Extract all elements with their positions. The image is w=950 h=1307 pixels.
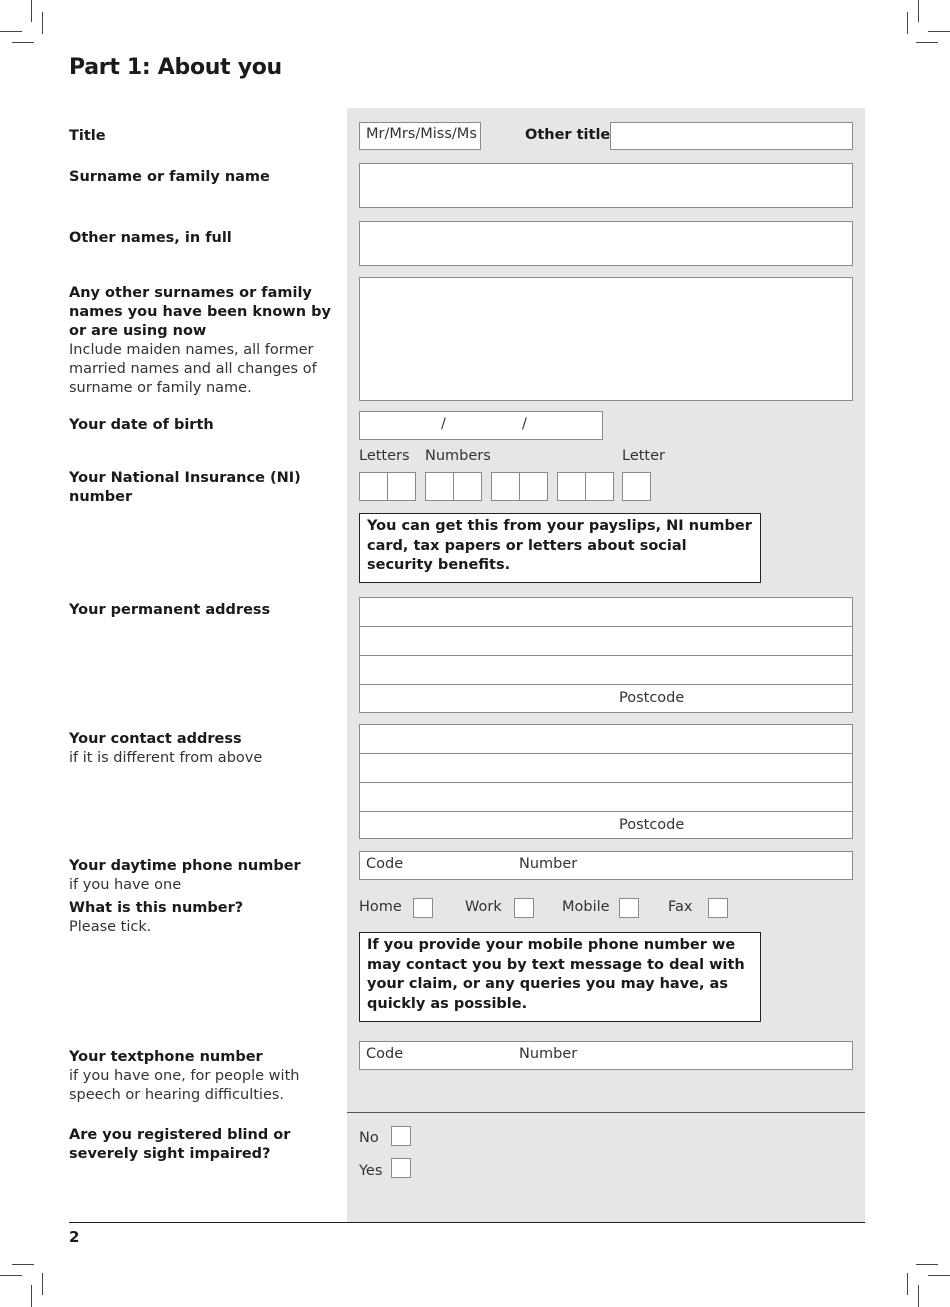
- ni-final-letter-cell[interactable]: [622, 472, 651, 501]
- mobile-checkbox[interactable]: [619, 898, 639, 918]
- contact-address-line-1[interactable]: [359, 724, 853, 754]
- other-title-field[interactable]: [610, 122, 853, 150]
- blind-no-label: No: [359, 1130, 379, 1146]
- crop-mark: [0, 31, 22, 32]
- other-surnames-label: Any other surnames or family names you have been known by or are using now Include maiden names, all former married names and all changes of surname or family name.: [69, 284, 334, 398]
- dob-separator: /: [522, 416, 527, 432]
- home-option-label: Home: [359, 899, 402, 915]
- permanent-address-line-1[interactable]: [359, 597, 853, 627]
- contact-postcode-label: Postcode: [619, 817, 685, 833]
- ni-number-cell[interactable]: [425, 472, 454, 501]
- textphone-hint: if you have one, for people with speech or hearing difficulties.: [69, 1068, 300, 1103]
- crop-mark: [31, 1285, 32, 1307]
- mobile-info-note: If you provide your mobile phone number we may contact you by text message to deal with your claim, or any queries you may have, as quickly as possible.: [359, 932, 761, 1022]
- other-names-field[interactable]: [359, 221, 853, 266]
- other-title-label: Other title: [525, 127, 611, 143]
- contact-address-label: Your contact address if it is different from above: [69, 730, 334, 768]
- crop-mark: [12, 1264, 34, 1265]
- contact-address-hint: if it is different from above: [69, 750, 263, 766]
- home-checkbox[interactable]: [413, 898, 433, 918]
- other-surnames-field[interactable]: [359, 277, 853, 401]
- surname-label: Surname or family name: [69, 169, 270, 185]
- daytime-phone-field[interactable]: [359, 851, 853, 880]
- permanent-address-label: Your permanent address: [69, 602, 271, 618]
- crop-mark: [31, 0, 32, 22]
- contact-address-line-3[interactable]: [359, 782, 853, 812]
- crop-mark: [12, 42, 34, 43]
- permanent-postcode-label: Postcode: [619, 690, 685, 706]
- ni-info-note: You can get this from your payslips, NI number card, tax papers or letters about social security benefits.: [359, 513, 761, 583]
- blind-yes-checkbox[interactable]: [391, 1158, 411, 1178]
- fax-checkbox[interactable]: [708, 898, 728, 918]
- crop-mark: [918, 1285, 919, 1307]
- crop-mark: [918, 0, 919, 22]
- blind-label: Are you registered blind or severely sight impaired?: [69, 1127, 291, 1162]
- crop-mark: [928, 1275, 950, 1276]
- ni-letter-cell[interactable]: [387, 472, 416, 501]
- ni-number-cell[interactable]: [519, 472, 548, 501]
- ni-number-cell[interactable]: [491, 472, 520, 501]
- daytime-phone-label: Your daytime phone number if you have one: [69, 857, 334, 895]
- blind-no-checkbox[interactable]: [391, 1126, 411, 1146]
- textphone-number-label: Number: [519, 1046, 578, 1062]
- crop-mark: [907, 12, 908, 34]
- ni-letter-heading: Letter: [622, 448, 665, 464]
- title-label: Title: [69, 128, 106, 144]
- number-type-label: What is this number? Please tick.: [69, 899, 334, 937]
- surname-field[interactable]: [359, 163, 853, 208]
- ni-numbers-heading: Numbers: [425, 448, 491, 464]
- number-type-hint: Please tick.: [69, 919, 152, 935]
- daytime-phone-hint: if you have one: [69, 877, 182, 893]
- blind-yes-label: Yes: [359, 1163, 383, 1179]
- crop-mark: [916, 42, 938, 43]
- other-names-label: Other names, in full: [69, 230, 232, 246]
- fax-option-label: Fax: [668, 899, 693, 915]
- footer-rule: [69, 1222, 865, 1223]
- crop-mark: [916, 1264, 938, 1265]
- daytime-phone-code-label: Code: [366, 856, 404, 872]
- ni-letter-cell[interactable]: [359, 472, 388, 501]
- textphone-label: Your textphone number if you have one, for people with speech or hearing difficulties.: [69, 1048, 334, 1105]
- crop-mark: [42, 12, 43, 34]
- page-title: Part 1: About you: [69, 55, 282, 80]
- crop-mark: [928, 31, 950, 32]
- ni-number-cell[interactable]: [557, 472, 586, 501]
- contact-address-line-4[interactable]: [359, 811, 853, 839]
- daytime-phone-number-label: Number: [519, 856, 578, 872]
- textphone-field[interactable]: [359, 1041, 853, 1070]
- dob-label: Your date of birth: [69, 417, 214, 433]
- mobile-option-label: Mobile: [562, 899, 610, 915]
- crop-mark: [0, 1275, 22, 1276]
- crop-mark: [42, 1273, 43, 1295]
- panel-divider: [347, 1112, 865, 1113]
- ni-number-cell[interactable]: [585, 472, 614, 501]
- title-options-text: Mr/Mrs/Miss/Ms: [366, 126, 477, 142]
- permanent-address-line-4[interactable]: [359, 684, 853, 713]
- ni-label: Your National Insurance (NI) number: [69, 470, 301, 505]
- title-field[interactable]: [359, 122, 481, 150]
- ni-letters-heading: Letters: [359, 448, 410, 464]
- work-checkbox[interactable]: [514, 898, 534, 918]
- permanent-address-line-3[interactable]: [359, 655, 853, 685]
- work-option-label: Work: [465, 899, 502, 915]
- dob-field[interactable]: [359, 411, 603, 440]
- contact-address-line-2[interactable]: [359, 753, 853, 783]
- page-number: 2: [69, 1228, 80, 1246]
- permanent-address-line-2[interactable]: [359, 626, 853, 656]
- other-surnames-hint: Include maiden names, all former married names and all changes of surname or family name.: [69, 342, 317, 396]
- dob-separator: /: [441, 416, 446, 432]
- crop-mark: [907, 1273, 908, 1295]
- ni-number-cell[interactable]: [453, 472, 482, 501]
- textphone-code-label: Code: [366, 1046, 404, 1062]
